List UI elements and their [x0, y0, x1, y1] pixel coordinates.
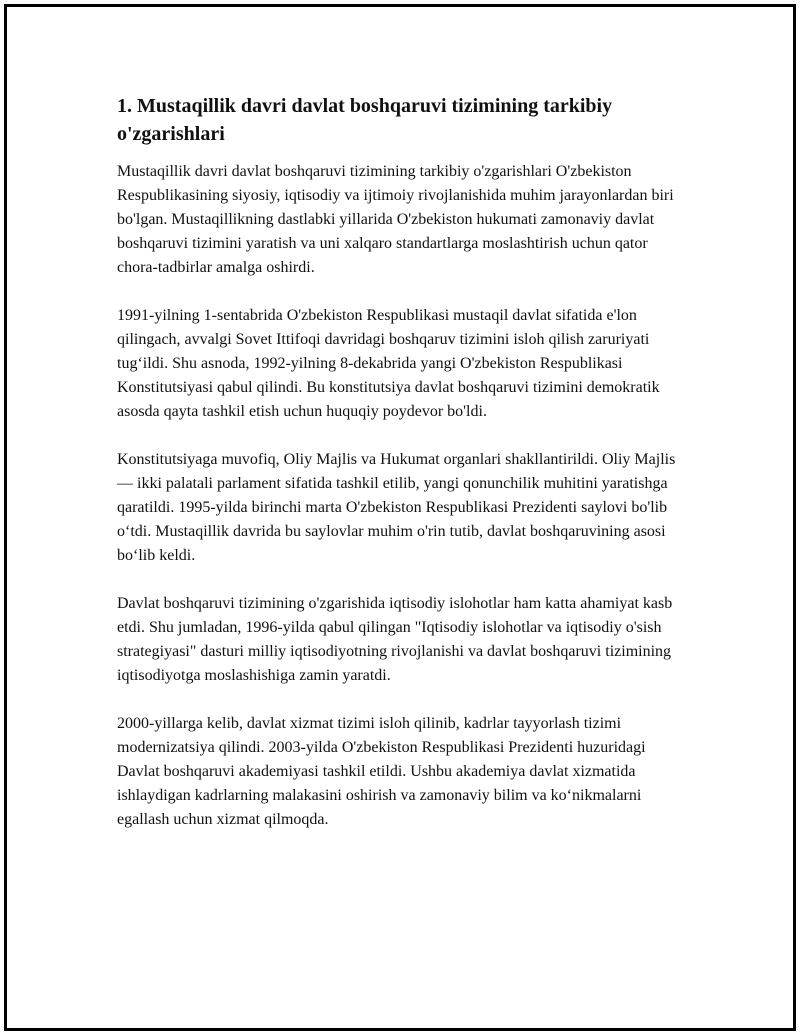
paragraph-4: Davlat boshqaruvi tizimining o'zgarishida iqtisodiy islohotlar ham katta ahamiyat kasb etdi. Shu jumladan, 1996-yilda qabul qilingan "Iqtisodiy islohotlar va iqtisodiy o'sish strategiyasi" dasturi milliy iqtisodiyotning rivojlanishi va davlat boshqaruvi tizimining iqtisodiyotga moslashishiga zamin yaratdi. [117, 595, 673, 684]
section-title: 1. Mustaqillik davri davlat boshqaruvi tizimining tarkibiy o'zgarishlari [117, 95, 613, 145]
paragraph-5: 2000-yillarga kelib, davlat xizmat tizimi isloh qilinib, kadrlar tayyorlash tizimi modernizatsiya qilindi. 2003-yilda O'zbekiston Respublikasi Prezidenti huzuridagi Davlat boshqaruvi akademiyasi tashkil etildi. Ushbu akademiya davlat xizmatida ishlaydigan kadrlarning malakasini oshirish va zamonaviy bilim va ko‘nikmalarni egallash uchun xizmat qilmoqda. [117, 715, 646, 828]
paragraph-2: 1991-yilning 1-sentabrida O'zbekiston Respublikasi mustaqil davlat sifatida e'lon qilingach, avvalgi Sovet Ittifoqi davridagi boshqaruv tizimini isloh qilish zaruriyati tug‘ildi. Shu asnoda, 1992-yilning 8-dekabrida yangi O'zbekiston Respublikasi Konstitutsiyasi qabul qilindi. Bu konstitutsiya davlat boshqaruvi tizimini demokratik asosda qayta tashkil etish uchun huquqiy poydevor bo'ldi. [117, 307, 660, 420]
paragraph-3: Konstitutsiyaga muvofiq, Oliy Majlis va Hukumat organlari shakllantirildi. Oliy Majlis — ikki palatali parlament sifatida tashkil etilib, yangi qonunchilik muhitini yaratishga qaratildi. 1995-yilda birinchi marta O'zbekiston Respublikasi Prezidenti saylovi bo'lib o‘tdi. Mustaqillik davrida bu saylovlar muhim o'rin tutib, davlat boshqaruvining asosi bo‘lib keldi. [117, 451, 676, 564]
document-body [117, 92, 687, 856]
paragraph-1: Mustaqillik davri davlat boshqaruvi tizimining tarkibiy o'zgarishlari O'zbekiston Respublikasining siyosiy, iqtisodiy va ijtimoiy rivojlanishida muhim jarayonlardan biri bo'lgan. Mustaqillikning dastlabki yillarida O'zbekiston hukumati zamonaviy davlat boshqaruvi tizimini yaratish va uni xalqaro standartlarga moslashtirish uchun qator chora-tadbirlar amalga oshirdi. [117, 163, 674, 276]
